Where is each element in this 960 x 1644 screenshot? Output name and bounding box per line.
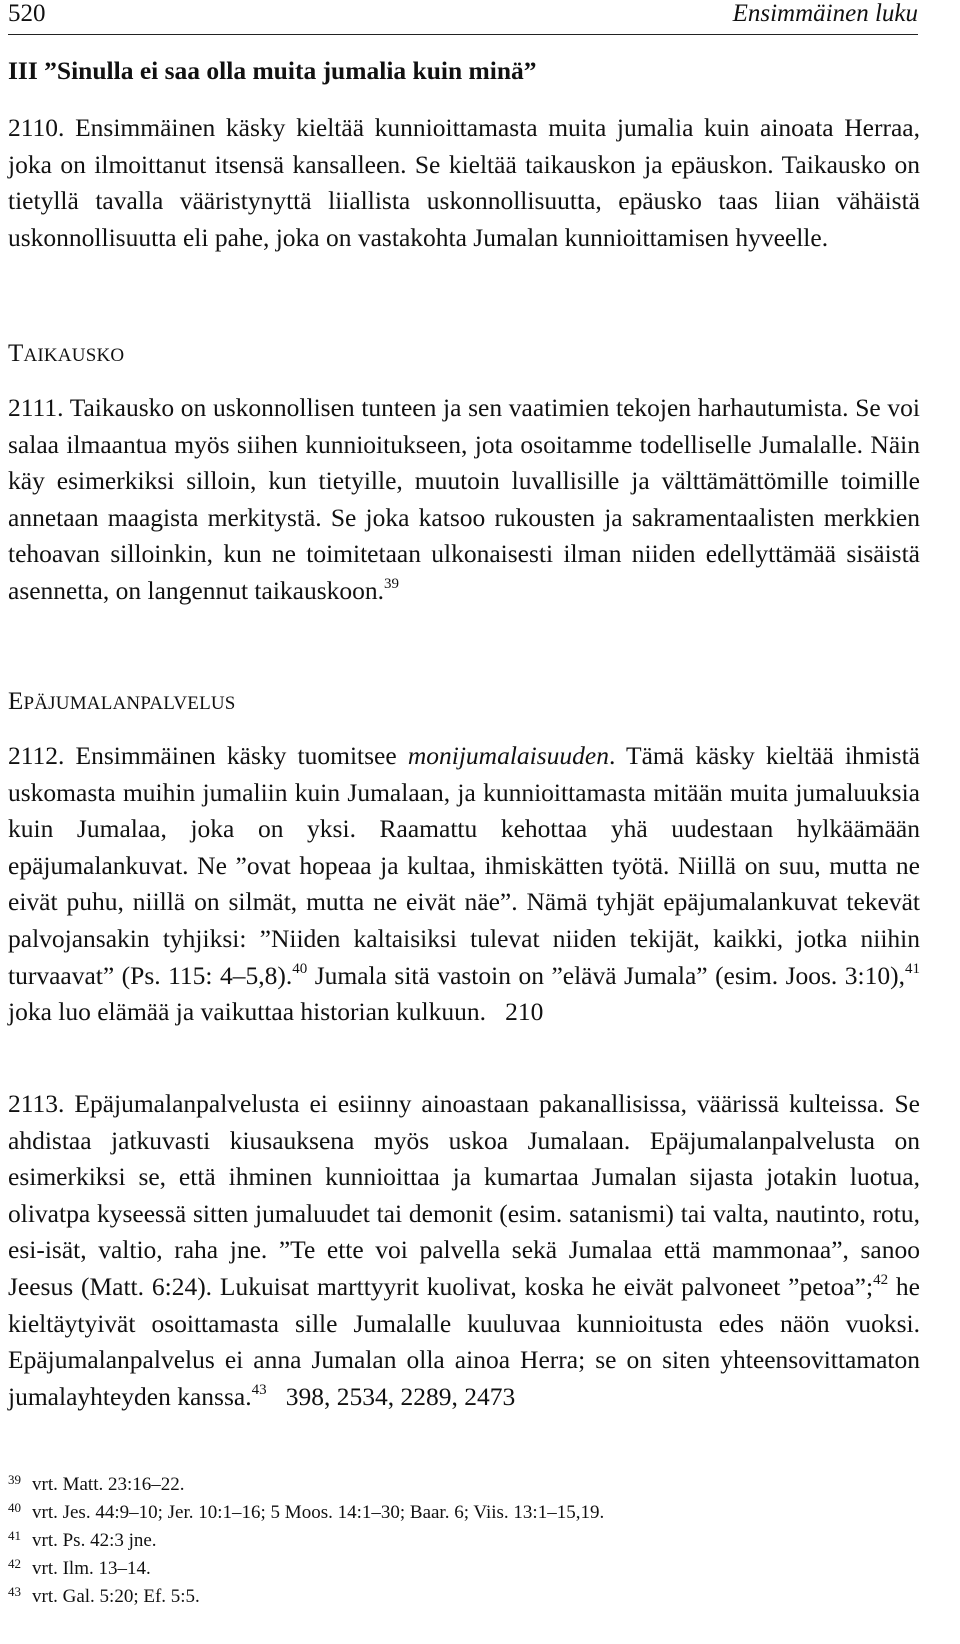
paragraph-text: 2110. Ensimmäinen käsky kieltää kunnioittamasta muita jumalia kuin ainoata Herraa, joka on ilmoittanut itsensä kansalleen. Se kieltää taikauskon ja epäuskon. Taikausko on tietyllä tavalla vääristynyttä liiallista uskonnollisuutta, epäusko taas liian vähäistä uskonnollisuutta eli pahe, joka on vastakohta Jumalan kunnioittamisen hyveelle. bbox=[8, 113, 920, 252]
footnote: 42 vrt. Ilm. 13–14. bbox=[8, 1556, 151, 1579]
paragraph-2113: 2113. Epäjumalanpalvelusta ei esiinny ainoastaan pakanallisissa, väärissä kulteissa. Se ahdistaa jatkuvasti kiusauksena myös uskoa Jumalaan. Epäjumalanpalvelusta on esimerkiksi se, että ihminen kunnioittaa ja kumartaa Jumalan sijasta jotakin luotua, olivatpa kyseessä sitten jumaluudet tai demonit (esim. satanismi) tai valta, nautinto, rotu, esi-isät, valtio, raha jne. ”Te ette voi palvella sekä Jumalaa että mammonaa”, sanoo Jeesus (Matt. 6:24). Lukuisat marttyyrit kuolivat, koska he eivät palvoneet ”petoa”;$^{42}$ he kieltäytyivät osoittamasta sille Jumalalle kuuluvaa kunnioitusta edes näön vuoksi. Epäjumalanpalvelus ei anna Jumalan olla ainoa Herra; se on siten yhteensovittamaton jumalayhteyden kanssa.$^{43}$ 398, 2534, 2289, 2473 bbox=[8, 1089, 920, 1411]
paragraph-2111 bbox=[8, 390, 920, 610]
chapter-title: Ensimmäinen luku bbox=[732, 0, 918, 27]
paragraph-2112: 2112. Ensimmäinen käsky tuomitsee monijumalaisuuden. Tämä käsky kieltää ihmistä uskomasta muihin jumaliin kuin Jumalaan, ja kunnioittamasta mitään muita jumaluuksia kuin Jumalaa, joka on yksi. Raamattu kehottaa yhä uudestaan hylkäämään epäjumalankuvat. Ne ”ovat hopeaa ja kultaa, ihmiskätten työtä. Niillä on suu, mutta ne eivät puhu, niillä on silmät, mutta ne eivät näe”. Nämä tyhjät epäjumalankuvat tekevät palvojansakin tyhjiksi: ”Niiden kaltaisiksi tulevat niiden tekijät, kaikki, jotka niihin turvaavat” (Ps. 115: 4–5,8).$^{40}$ Jumala sitä vastoin on ”elävä Jumala” (esim. Joos. 3:10),$^{41}$ joka luo elämää ja vaikuttaa historian kulkuun. 210 bbox=[8, 741, 920, 1027]
footnote-ref: 40 bbox=[292, 961, 308, 978]
footnote-ref: 42 bbox=[873, 1272, 889, 1289]
footnote: 39 vrt. Matt. 23:16–22. bbox=[8, 1472, 185, 1495]
section-title: III ”Sinulla ei saa olla muita jumalia kuin minä” bbox=[8, 56, 537, 85]
subheading-epajumalanpalvelus: EPÄJUMALANPALVELUS bbox=[8, 688, 236, 715]
footnote: 43 vrt. Gal. 5:20; Ef. 5:5. bbox=[8, 1584, 200, 1607]
cross-reference: 210 bbox=[505, 997, 544, 1027]
running-header bbox=[8, 2, 918, 35]
subheading-taikausko: TAIKAUSKO bbox=[8, 340, 125, 367]
paragraph-2110 bbox=[8, 110, 920, 256]
footnote-ref: 39 bbox=[384, 576, 400, 593]
emphasis: monijumalaisuuden bbox=[407, 741, 609, 770]
paragraph-text: 2111. Taikausko on uskonnollisen tunteen ja sen vaatimien tekojen harhautumista. Se voi salaa ilmaantua myös siihen kunnioitukseen, jota osoitamme todelliselle Jumalalle. Näin käy esimerkiksi silloin, kun tietyille, muutoin luvallisille ja välttämättömille toimille annetaan maagista merkitystä. Se joka katsoo rukousten ja sakramentaalisten merkkien tehoavan silloinkin, kun ne toimitetaan ulkonaisesti ilman niiden edellyttämää sisäistä asennetta, on langennut taikauskoon. bbox=[8, 393, 920, 605]
footnote: 40 vrt. Jes. 44:9–10; Jer. 10:1–16; 5 Moos. 14:1–30; Baar. 6; Viis. 13:1–15,19. bbox=[8, 1500, 605, 1523]
page-number: 520 bbox=[8, 0, 46, 27]
cross-references: 398, 2534, 2289, 2473 bbox=[285, 1381, 516, 1411]
footnote-ref: 41 bbox=[904, 961, 920, 978]
footnote: 41 vrt. Ps. 42:3 jne. bbox=[8, 1528, 157, 1551]
footnote-ref: 43 bbox=[251, 1382, 267, 1399]
